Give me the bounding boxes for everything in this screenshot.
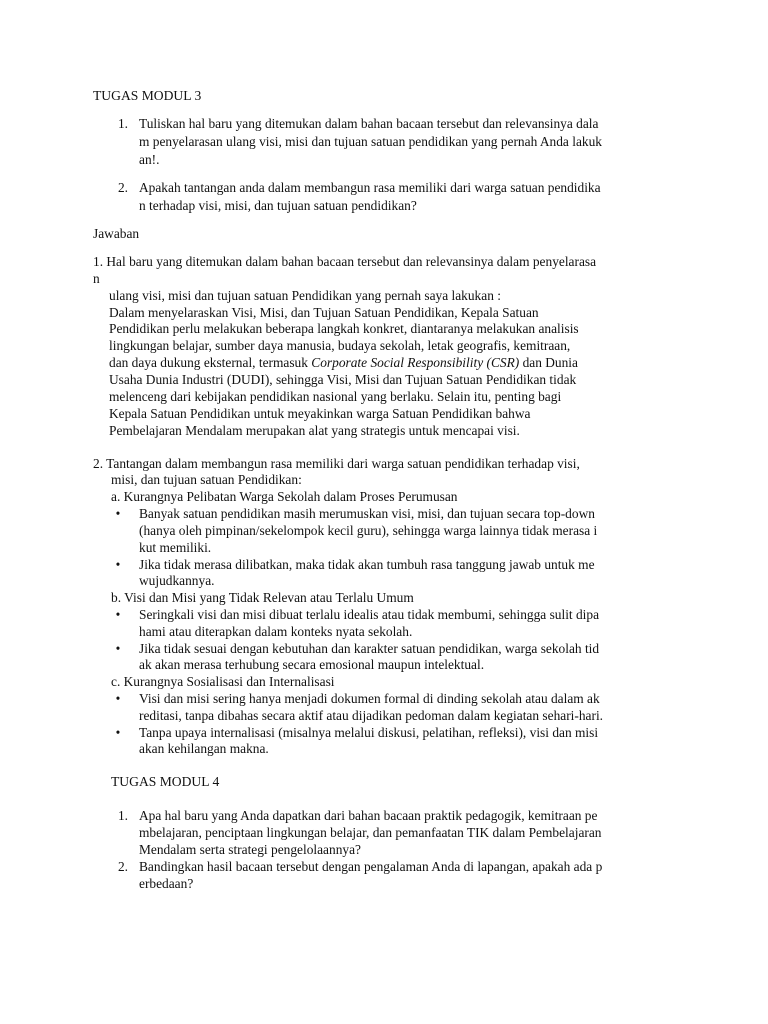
- section-c-b1-line1: Visi dan misi sering hanya menjadi dokumen formal di dinding sekolah atau dalam ak: [139, 691, 600, 706]
- section-a-b2-line2: wujudkannya.: [139, 573, 215, 588]
- section-b-b1-line2: hami atau diterapkan dalam konteks nyata sekolah.: [139, 624, 413, 639]
- section-a-heading: a. Kurangnya Pelibatan Warga Sekolah dalam Proses Perumusan: [111, 489, 458, 504]
- answer1-body-line4: [109, 355, 578, 372]
- section-a-b1-line2: (hanya oleh pimpinan/sekelompok kecil guru), sehingga warga lainnya tidak merasa i: [139, 523, 598, 538]
- modul4-q2-line1: Bandingkan hasil bacaan tersebut dengan pengalaman Anda di lapangan, apakah ada p: [139, 859, 603, 874]
- modul4-q1-line2: mbelajaran, penciptaan lingkungan belajar, dan pemanfaatan TIK dalam Pembelajaran: [139, 825, 602, 840]
- answer1-csr-pre: dan daya dukung eksternal, termasuk: [109, 355, 312, 370]
- section-b-b2-line2: ak akan merasa terhubung secara emosional maupun intelektual.: [139, 657, 485, 672]
- bullet-icon: •: [115, 725, 121, 740]
- section-c-b2-line1: Tanpa upaya internalisasi (misalnya melalui diskusi, pelatihan, refleksi), visi dan misi: [139, 725, 599, 740]
- bullet-icon: •: [115, 641, 121, 656]
- answer1-body-line6: melenceng dari kebijakan pendidikan nasional yang berlaku. Selain itu, penting bagi: [109, 389, 562, 404]
- answer1-csr-post: dan Dunia: [519, 355, 578, 370]
- section-c-b1-line2: reditasi, tanpa dibahas secara aktif atau dijadikan pedoman dalam kegiatan sehari-hari.: [139, 708, 604, 723]
- modul4-q1-line1: Apa hal baru yang Anda dapatkan dari bahan bacaan praktik pedagogik, kemitraan pe: [139, 808, 598, 823]
- bullet-icon: •: [115, 557, 121, 572]
- bullet-icon: •: [115, 506, 121, 521]
- section-b-b2-line1: Jika tidak sesuai dengan kebutuhan dan karakter satuan pendidikan, warga sekolah tid: [139, 641, 600, 656]
- answer1-lead-line2: n: [93, 271, 100, 286]
- section-b-heading: b. Visi dan Misi yang Tidak Relevan atau Terlalu Umum: [111, 590, 414, 605]
- modul4-q2-number: 2.: [117, 859, 128, 874]
- answer1-body-line1: Dalam menyelaraskan Visi, Misi, dan Tujuan Satuan Pendidikan, Kepala Satuan: [109, 305, 539, 320]
- modul3-q1-line3: an!.: [139, 152, 160, 167]
- answer1-csr-emphasis: Corporate Social Responsibility (CSR): [311, 355, 520, 370]
- bullet-icon: •: [115, 691, 121, 706]
- answer1-lead-line3: ulang visi, misi dan tujuan satuan Pendidikan yang pernah saya lakukan :: [109, 288, 501, 303]
- answer1-body-line7: Kepala Satuan Pendidikan untuk meyakinkan warga Satuan Pendidikan bahwa: [109, 406, 531, 421]
- modul3-q1-number: 1.: [117, 116, 128, 131]
- jawaban-label: Jawaban: [93, 226, 140, 241]
- modul4-title: TUGAS MODUL 4: [111, 774, 220, 789]
- modul4-q2-line2: erbedaan?: [139, 876, 194, 891]
- modul3-q2-number: 2.: [117, 180, 128, 195]
- section-c-b2-line2: akan kehilangan makna.: [139, 741, 269, 756]
- section-c-heading: c. Kurangnya Sosialisasi dan Internalisasi: [111, 674, 335, 689]
- modul3-q2-line2: n terhadap visi, misi, dan tujuan satuan pendidikan?: [139, 198, 417, 213]
- modul3-q2-line1: Apakah tantangan anda dalam membangun rasa memiliki dari warga satuan pendidika: [139, 180, 601, 195]
- section-b-b1-line1: Seringkali visi dan misi dibuat terlalu idealis atau tidak membumi, sehingga sulit dipa: [139, 607, 600, 622]
- answer2-lead-line2: misi, dan tujuan satuan Pendidikan:: [111, 472, 302, 487]
- section-a-b1-line3: kut memiliki.: [139, 540, 212, 555]
- modul3-q1-line2: m penyelarasan ulang visi, misi dan tujuan satuan pendidikan yang pernah Anda lakuk: [139, 134, 602, 149]
- answer2-lead-line1: 2. Tantangan dalam membangun rasa memiliki dari warga satuan pendidikan terhadap visi,: [93, 456, 580, 471]
- modul3-title: TUGAS MODUL 3: [93, 88, 202, 103]
- section-a-b2-line1: Jika tidak merasa dilibatkan, maka tidak akan tumbuh rasa tanggung jawab untuk me: [139, 557, 595, 572]
- answer1-body-line2: Pendidikan perlu melakukan beberapa langkah konkret, diantaranya melakukan analisis: [109, 321, 579, 336]
- answer1-body-line3: lingkungan belajar, sumber daya manusia, budaya sekolah, letak geografis, kemitraan,: [109, 338, 571, 353]
- answer1-body-line8: Pembelajaran Mendalam merupakan alat yang strategis untuk mencapai visi.: [109, 423, 520, 438]
- modul4-q1-number: 1.: [117, 808, 128, 823]
- section-a-b1-line1: Banyak satuan pendidikan masih merumuskan visi, misi, dan tujuan secara top-down: [139, 506, 595, 521]
- answer1-lead-line1: 1. Hal baru yang ditemukan dalam bahan bacaan tersebut dan relevansinya dalam penyelarasa: [93, 254, 597, 269]
- bullet-icon: •: [115, 607, 121, 622]
- modul3-q1-line1: Tuliskan hal baru yang ditemukan dalam bahan bacaan tersebut dan relevansinya dala: [139, 116, 599, 131]
- answer1-body-line5: Usaha Dunia Industri (DUDI), sehingga Visi, Misi dan Tujuan Satuan Pendidikan tidak: [109, 372, 577, 387]
- modul4-q1-line3: Mendalam serta strategi pengelolaannya?: [139, 842, 361, 857]
